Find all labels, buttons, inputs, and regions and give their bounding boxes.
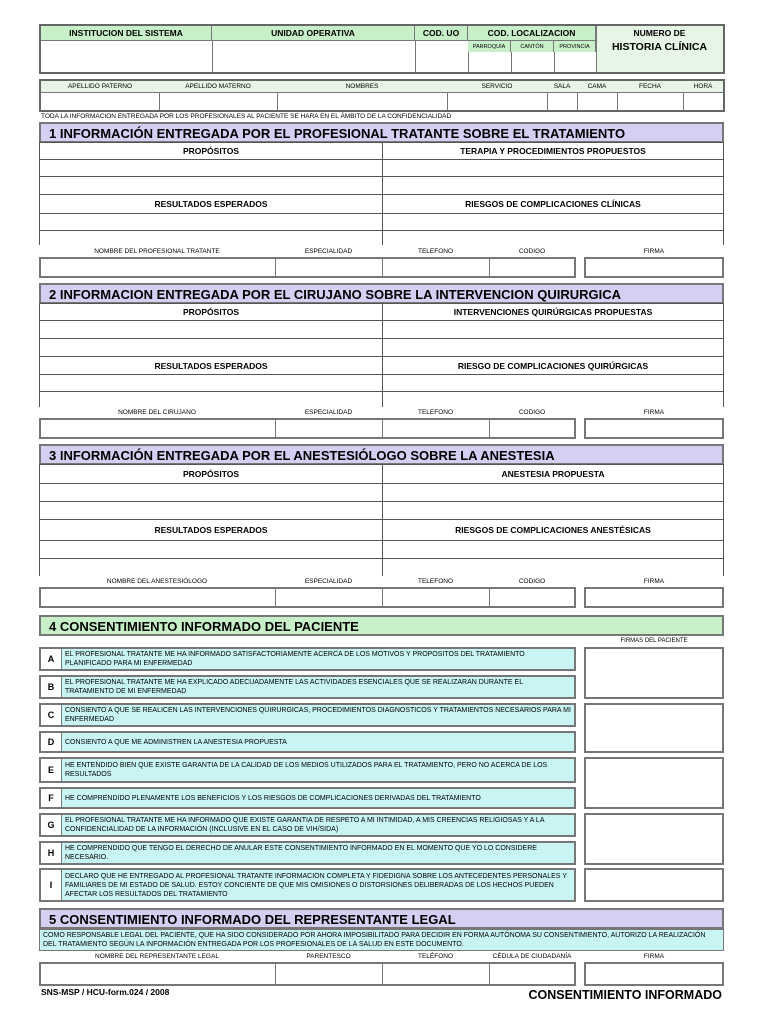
section-2-title: 2 INFORMACION ENTREGADA POR EL CIRUJANO SOBRE LA INTERVENCION QUIRURGICA [39,283,724,304]
s5-sig-firma-label: FIRMA [643,953,665,960]
section-5-title: 5 CONSENTIMIENTO INFORMADO DEL REPRESENTANTE LEGAL [39,908,724,929]
canton-label: CANTÓN [511,40,554,52]
consent-letter: G [41,815,62,835]
consent-letter: A [41,649,62,669]
s2-resultados-2[interactable] [40,392,382,408]
consent-row-c[interactable] [39,703,576,727]
section-3-title: 3 INFORMACIÓN ENTREGADA POR EL ANESTESIÓLOGO SOBRE LA ANESTESIA [39,444,724,465]
s3-resultados-1[interactable] [40,541,382,558]
s5-signature-row[interactable] [39,962,576,986]
s3-resultados-2[interactable] [40,559,382,576]
consent-row-e[interactable] [39,757,576,783]
consent-text: EL PROFESIONAL TRATANTE ME HA INFORMADO QUE EXISTE GARANTIA DE RESPETO A MI INTIMIDAD, A MIS CREENCIAS RELIGIOSAS Y A LA CONFIDENCIALIDAD DE LA INFORMACIÓN (INCLUSIVE EN EL CASO DE VIH/SIDA) [62,815,574,835]
s2-propositos-2[interactable] [40,339,382,356]
firmas-paciente-label: FIRMAS DEL PACIENTE [620,638,688,644]
s5-sig-par-label: PARENTESCO [306,953,351,960]
s3-propositos-1[interactable] [40,484,382,501]
s2-signature-row[interactable] [39,418,576,439]
s2-sig-esp-label: ESPECIALIDAD [304,409,353,416]
apellido-paterno-label: APELLIDO PATERNO [67,83,133,90]
servicio-label: SERVICIO [481,83,513,90]
cod-loc-label: COD. LOCALIZACION [468,26,596,40]
hora-label: HORA [693,83,713,90]
s2-propositos-1[interactable] [40,321,382,338]
s1-firma-box[interactable] [584,257,724,278]
patient-table [39,79,725,112]
unidad-label: UNIDAD OPERATIVA [212,26,415,40]
institucion-label: INSTITUCION DEL SISTEMA [41,26,212,40]
consent-text: EL PROFESIONAL TRATANTE ME HA INFORMADO SATISFACTORIAMENTE ACERCA DE LOS MOTIVOS Y PROPOSITOS DEL TRATAMIENTO PLANIFICADO PARA MI ENFERMEDAD [62,649,574,669]
s1-col-resultados: RESULTADOS ESPERADOS [40,195,382,213]
cama-label: CAMA [587,83,607,90]
s1-signature-row[interactable] [39,257,576,278]
s5-firma-box[interactable] [584,962,724,986]
s2-intervenciones-1[interactable] [383,321,723,338]
consent-letter: B [41,677,62,697]
s3-sig-firma-label: FIRMA [643,578,665,585]
section-1-table [39,142,724,245]
header-table [39,24,725,74]
numero-de-label: NUMERO DE [633,28,686,38]
s1-riesgos-1[interactable] [383,214,723,230]
patient-signature-box-5[interactable] [584,868,724,902]
patient-signature-box-2[interactable] [584,703,724,753]
s1-col-riesgos: RIESGOS DE COMPLICACIONES CLÍNICAS [383,195,723,213]
s2-firma-box[interactable] [584,418,724,439]
s2-intervenciones-2[interactable] [383,339,723,356]
s5-sig-tel-label: TELÉFONO [417,953,454,960]
s2-riesgo-1[interactable] [383,375,723,391]
s1-resultados-2[interactable] [40,231,382,247]
parroquia-label: PARROQUIA [468,40,511,52]
s3-sig-cod-label: CODIGO [518,578,546,585]
consent-letter: E [41,759,62,781]
s1-propositos-1[interactable] [40,160,382,176]
form-id: SNS-MSP / HCU-form.024 / 2008 [41,987,170,997]
consent-row-a[interactable] [39,647,576,671]
consent-text: HE ENTENDIDO BIEN QUE EXISTE GARANTIA DE LA CALIDAD DE LOS MEDIOS UTILIZADOS PARA EL TRATAMIENTO, PERO NO ACERCA DE LOS RESULTADOS [62,759,574,781]
s3-col-propositos: PROPÓSITOS [40,465,382,483]
s3-firma-box[interactable] [584,587,724,608]
section-4-title: 4 CONSENTIMIENTO INFORMADO DEL PACIENTE [39,615,724,636]
s5-sig-name-label: NOMBRE DEL REPRESENTANTE LEGAL [95,953,219,960]
s1-terapia-1[interactable] [383,160,723,176]
section-5-text: COMO RESPONSABLE LEGAL DEL PACIENTE, QUE HA SIDO CONSIDERADO POR AHORA IMPOSIBILITADO PARA DECIDIR EN FORMA AUTÓNOMA SU CONSENTIMIENTO, AUTORIZO LA REALIZACIÓN DEL TRATAMIENTO SEGÚN LA INFORMACIÓN ENTREGADA POR LOS PROFESIONALES DE LA SALUD EN ESTE DOCUMENTO. [39,929,724,951]
patient-signature-box-1[interactable] [584,647,724,699]
cod-uo-label: COD. UO [415,26,468,40]
s1-propositos-2[interactable] [40,177,382,194]
s1-sig-esp-label: ESPECIALIDAD [304,248,353,255]
s3-col-anestesia: ANESTESIA PROPUESTA [383,465,723,483]
section-3-table [39,464,724,576]
s2-sig-tel-label: TELEFONO [417,409,454,416]
s3-riesgos-2[interactable] [383,559,723,576]
s1-terapia-2[interactable] [383,177,723,194]
s3-sig-tel-label: TELEFONO [417,578,454,585]
consent-text: EL PROFESIONAL TRATANTE ME HA EXPLICADO ADECUADAMENTE LAS ACTIVIDADES ESENCIALES QUE SE REALIZARAN DURANTE EL TRATAMIENTO DE MI ENFERMEDAD [62,677,574,697]
s1-resultados-1[interactable] [40,214,382,230]
s2-resultados-1[interactable] [40,375,382,391]
s2-col-intervenciones: INTERVENCIONES QUIRÚRGICAS PROPUESTAS [383,304,723,320]
nombres-label: NOMBRES [345,83,379,90]
s1-sig-tel-label: TELEFONO [417,248,454,255]
s2-riesgo-2[interactable] [383,392,723,408]
consent-text: HE COMPRENDIDO QUE TENGO EL DERECHO DE ANULAR ESTE CONSENTIMIENTO INFORMADO EN EL MOMENTO QUE YO LO CONSIDERE NECESARIO. [62,843,574,863]
apellido-materno-label: APELLIDO MATERNO [185,83,251,90]
consent-letter: H [41,843,62,863]
consent-row-h[interactable] [39,841,576,865]
consent-text: CONSIENTO A QUE SE REALICEN LAS INTERVENCIONES QUIRURGICAS, PROCEDIMIENTOS DIAGNOSTICOS Y TRATAMIENTOS NECESARIOS PARA MI ENFERMEDAD [62,705,574,725]
s1-col-terapia: TERAPIA Y PROCEDIMIENTOS PROPUESTOS [383,143,723,159]
s2-sig-cod-label: CODIGO [518,409,546,416]
consent-letter: D [41,733,62,751]
historia-label: HISTORIA CLÍNICA [611,41,708,53]
s3-anestesia-1[interactable] [383,484,723,501]
consent-text: HE COMPRENDIDO PLENAMENTE LOS BENEFICIOS Y LOS RIESGOS DE COMPLICACIONES DERIVADAS DEL TRATAMIENTO [62,789,574,807]
confidential-note: TODA LA INFORMACION ENTREGADA POR LOS PROFESIONALES AL PACIENTE SE HARA EN EL ÁMBITO DE LA CONFIDENCIALIDAD [41,113,452,120]
s1-sig-firma-label: FIRMA [643,248,665,255]
s3-sig-name-label: NOMBRE DEL ANESTESIÓLOGO [106,578,208,585]
consent-row-f[interactable] [39,787,576,809]
s2-sig-firma-label: FIRMA [643,409,665,416]
s3-col-resultados: RESULTADOS ESPERADOS [40,520,382,540]
s2-col-resultados: RESULTADOS ESPERADOS [40,357,382,374]
sala-label: SALA [553,83,571,90]
patient-signature-box-4[interactable] [584,813,724,865]
s5-sig-ced-label: CÉDULA DE CIUDADANÍA [492,953,572,960]
s2-sig-name-label: NOMBRE DEL CIRUJANO [118,409,196,416]
s1-sig-cod-label: CODIGO [518,248,546,255]
s1-col-propositos: PROPÓSITOS [40,143,382,159]
consent-text: DECLARO QUE HE ENTREGADO AL PROFESIONAL TRATANTE INFORMACION COMPLETA Y FIDEDIGNA SOBRE LOS ANTECEDENTES PERSONALES Y FAMILIARES DE MI ESTADO DE SALUD. ESTOY CONCIENTE DE QUE MIS OMISIONES O DISTORSIONES DELIBERADAS DE LOS HECHOS PUEDEN AFECTAR LOS RESULTADOS DEL TRATAMIENTO [62,870,574,900]
patient-signature-box-3[interactable] [584,757,724,809]
consent-row-i[interactable] [39,868,576,902]
consent-row-d[interactable] [39,731,576,753]
consent-text: CONSIENTO A QUE ME ADMINISTREN LA ANESTESIA PROPUESTA [62,733,574,751]
s3-anestesia-2[interactable] [383,502,723,519]
s3-propositos-2[interactable] [40,502,382,519]
s3-signature-row[interactable] [39,587,576,608]
consent-letter: F [41,789,62,807]
section-2-table [39,303,724,407]
form-title: CONSENTIMIENTO INFORMADO [528,988,722,1002]
s1-sig-name-label: NOMBRE DEL PROFESIONAL TRATANTE [94,248,220,255]
consent-letter: I [41,870,62,900]
consent-letter: C [41,705,62,725]
s3-sig-esp-label: ESPECIALIDAD [304,578,353,585]
section-1-title: 1 INFORMACIÓN ENTREGADA POR EL PROFESIONAL TRATANTE SOBRE EL TRATAMIENTO [39,122,724,143]
s1-riesgos-2[interactable] [383,231,723,247]
consent-row-g[interactable] [39,813,576,837]
provincia-label: PROVINCIA [554,40,596,52]
s2-col-propositos: PROPÓSITOS [40,304,382,320]
s3-riesgos-1[interactable] [383,541,723,558]
consent-row-b[interactable] [39,675,576,699]
s3-col-riesgos: RIESGOS DE COMPLICACIONES ANESTÉSICAS [383,520,723,540]
fecha-label: FECHA [638,83,662,90]
s2-col-riesgo: RIESGO DE COMPLICACIONES QUIRÚRGICAS [383,357,723,374]
